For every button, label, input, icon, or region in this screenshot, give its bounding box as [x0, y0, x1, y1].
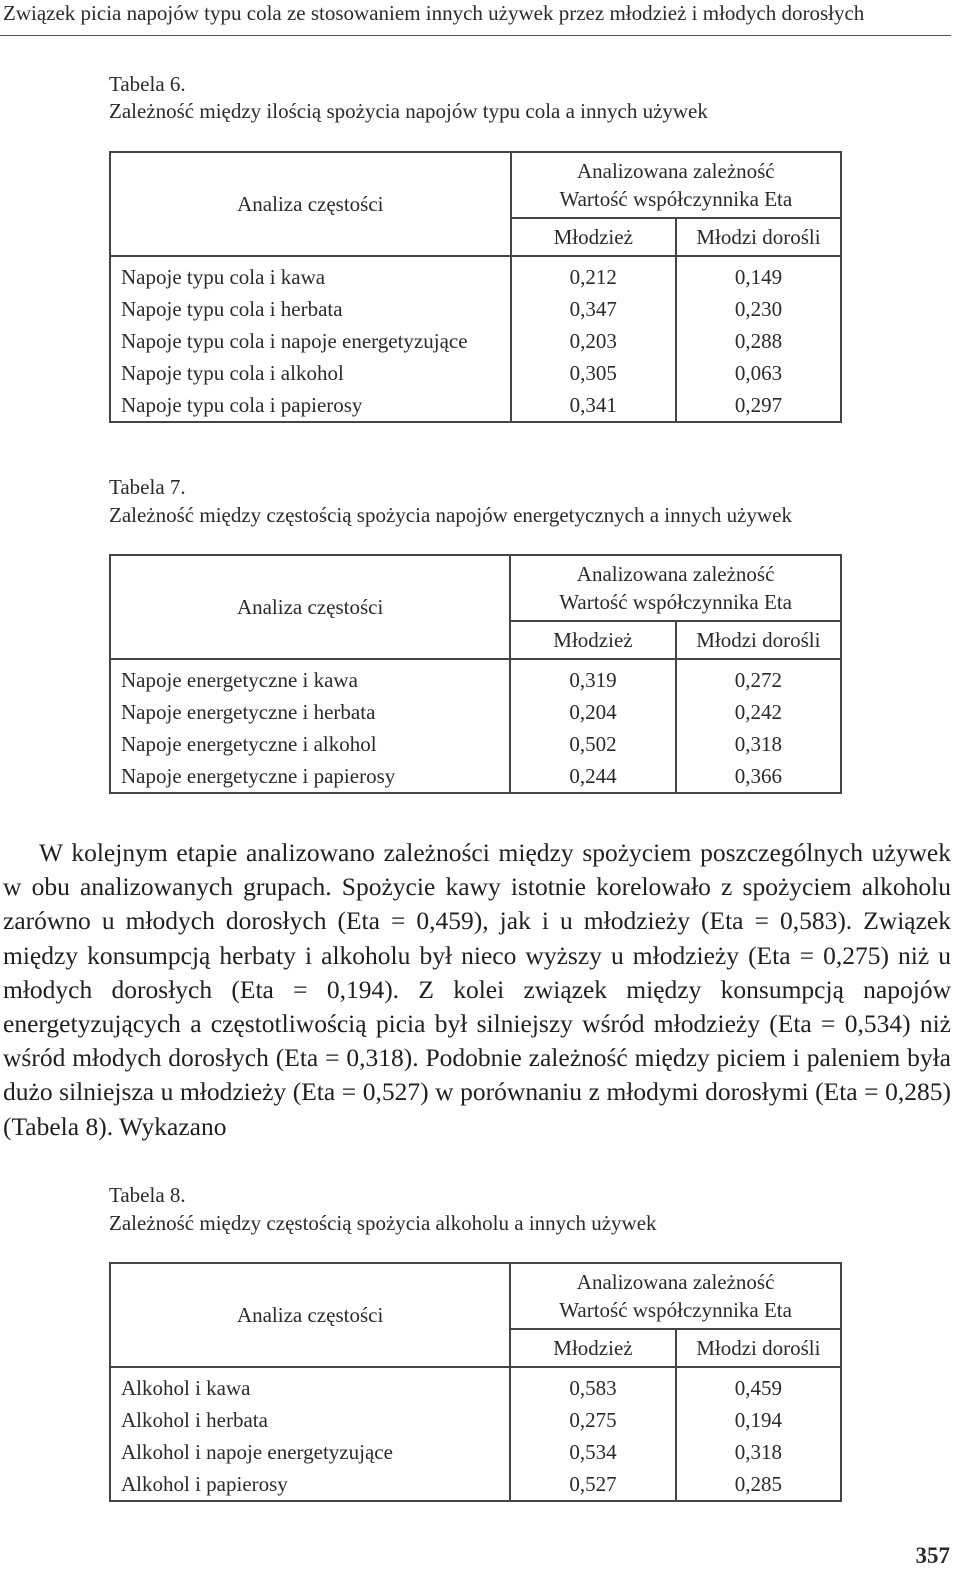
table-6-col-youth: Młodzież [511, 218, 676, 256]
running-head: Związek picia napojów typu cola ze stosowaniem innych używek przez młodzież i młodych dorosłych [3, 1, 865, 25]
youth-value: 0,534 [510, 1436, 675, 1468]
table-row [110, 293, 841, 325]
table-8-label: Tabela 8. [109, 1183, 186, 1207]
youth-value: 0,275 [510, 1404, 675, 1436]
table-row [110, 728, 841, 760]
table-7-col-adults: Młodzi dorośli [676, 621, 841, 659]
row-label: Alkohol i kawa [110, 1367, 510, 1404]
table-row [110, 1404, 841, 1436]
youth-value: 0,212 [511, 256, 676, 293]
table-row [110, 1436, 841, 1468]
table-8-row-header: Analiza częstości [110, 1263, 510, 1367]
youth-value: 0,319 [510, 659, 675, 696]
table-6-group-line-2: Wartość współczynnika Eta [559, 187, 793, 211]
table-6-row-header: Analiza częstości [110, 152, 511, 256]
adults-value: 0,318 [676, 1436, 841, 1468]
row-label: Napoje energetyczne i alkohol [110, 728, 510, 760]
row-label: Napoje energetyczne i herbata [110, 696, 510, 728]
adults-value: 0,149 [676, 256, 841, 293]
row-label: Napoje typu cola i kawa [110, 256, 511, 293]
table-8-col-youth: Młodzież [510, 1329, 675, 1367]
table-8-group-line-1: Analizowana zależność [576, 1270, 775, 1294]
youth-value: 0,203 [511, 325, 676, 357]
row-label: Napoje typu cola i napoje energetyzujące [110, 325, 511, 357]
row-label: Alkohol i napoje energetyzujące [110, 1436, 510, 1468]
table-row [110, 659, 841, 696]
table-6-group-line-1: Analizowana zależność [576, 159, 775, 183]
table-row [110, 1468, 841, 1501]
adults-value: 0,242 [676, 696, 841, 728]
table-6 [109, 151, 842, 423]
adults-value: 0,288 [676, 325, 841, 357]
table-row [110, 1367, 841, 1404]
table-8-title: Zależność między częstością spożycia alkoholu a innych używek [109, 1211, 657, 1235]
table-row [110, 696, 841, 728]
adults-value: 0,318 [676, 728, 841, 760]
table-7-col-youth: Młodzież [510, 621, 675, 659]
youth-value: 0,341 [511, 389, 676, 422]
adults-value: 0,194 [676, 1404, 841, 1436]
table-7-group-header [510, 555, 841, 621]
adults-value: 0,285 [676, 1468, 841, 1501]
adults-value: 0,366 [676, 760, 841, 793]
youth-value: 0,305 [511, 357, 676, 389]
table-7-group-line-2: Wartość współczynnika Eta [559, 590, 792, 614]
row-label: Napoje energetyczne i papierosy [110, 760, 510, 793]
youth-value: 0,583 [510, 1367, 675, 1404]
row-label: Alkohol i papierosy [110, 1468, 510, 1501]
youth-value: 0,502 [510, 728, 675, 760]
table-6-group-header [511, 152, 841, 218]
table-row [110, 256, 841, 293]
table-8-group-line-2: Wartość współczynnika Eta [559, 1298, 792, 1322]
table-row [110, 760, 841, 793]
header-rule [0, 35, 951, 36]
youth-value: 0,347 [511, 293, 676, 325]
table-8 [109, 1262, 842, 1502]
adults-value: 0,272 [676, 659, 841, 696]
table-7-label: Tabela 7. [109, 475, 186, 499]
table-7-title: Zależność między częstością spożycia napojów energetycznych a innych używek [109, 503, 792, 527]
table-row [110, 325, 841, 357]
table-6-col-adults: Młodzi dorośli [676, 218, 841, 256]
row-label: Napoje energetyczne i kawa [110, 659, 510, 696]
table-row [110, 357, 841, 389]
adults-value: 0,063 [676, 357, 841, 389]
table-row [110, 389, 841, 422]
body-paragraph-text: W kolejnym etapie analizowano zależności między spożyciem poszczególnych używek w obu analizowanych grupach. Spożycie kawy istotnie korelowało z spożyciem alkoholu zarówno u młodych dorosłych (Eta = 0,459), jak i u młodzieży (Eta = 0,583). Związek między konsumpcją herbaty i alkoholu był nieco wyższy u młodzieży (Eta = 0,275) niż u młodych dorosłych (Eta = 0,194). Z kolei związek między konsumpcją napojów energetyzujących a częstotliwością picia był silniejszy wśród młodzieży (Eta = 0,534) niż wśród młodych dorosłych (Eta = 0,318). Podobnie zależność między piciem i paleniem była dużo silniejsza u młodzieży (Eta = 0,527) w porównaniu z młodymi dorosłymi (Eta = 0,285) (Tabela 8). Wykazano [3, 838, 951, 1141]
table-6-title: Zależność między ilością spożycia napojów typu cola a innych używek [109, 99, 708, 123]
adults-value: 0,230 [676, 293, 841, 325]
row-label: Alkohol i herbata [110, 1404, 510, 1436]
table-7-row-header: Analiza częstości [110, 555, 510, 659]
adults-value: 0,459 [676, 1367, 841, 1404]
row-label: Napoje typu cola i herbata [110, 293, 511, 325]
body-paragraph [3, 836, 951, 1144]
youth-value: 0,527 [510, 1468, 675, 1501]
youth-value: 0,204 [510, 696, 675, 728]
table-7 [109, 554, 842, 794]
table-8-group-header [510, 1263, 841, 1329]
table-6-label: Tabela 6. [109, 72, 186, 96]
youth-value: 0,244 [510, 760, 675, 793]
adults-value: 0,297 [676, 389, 841, 422]
table-7-group-line-1: Analizowana zależność [576, 562, 775, 586]
table-8-col-adults: Młodzi dorośli [676, 1329, 841, 1367]
row-label: Napoje typu cola i papierosy [110, 389, 511, 422]
page-number: 357 [915, 1543, 950, 1568]
row-label: Napoje typu cola i alkohol [110, 357, 511, 389]
